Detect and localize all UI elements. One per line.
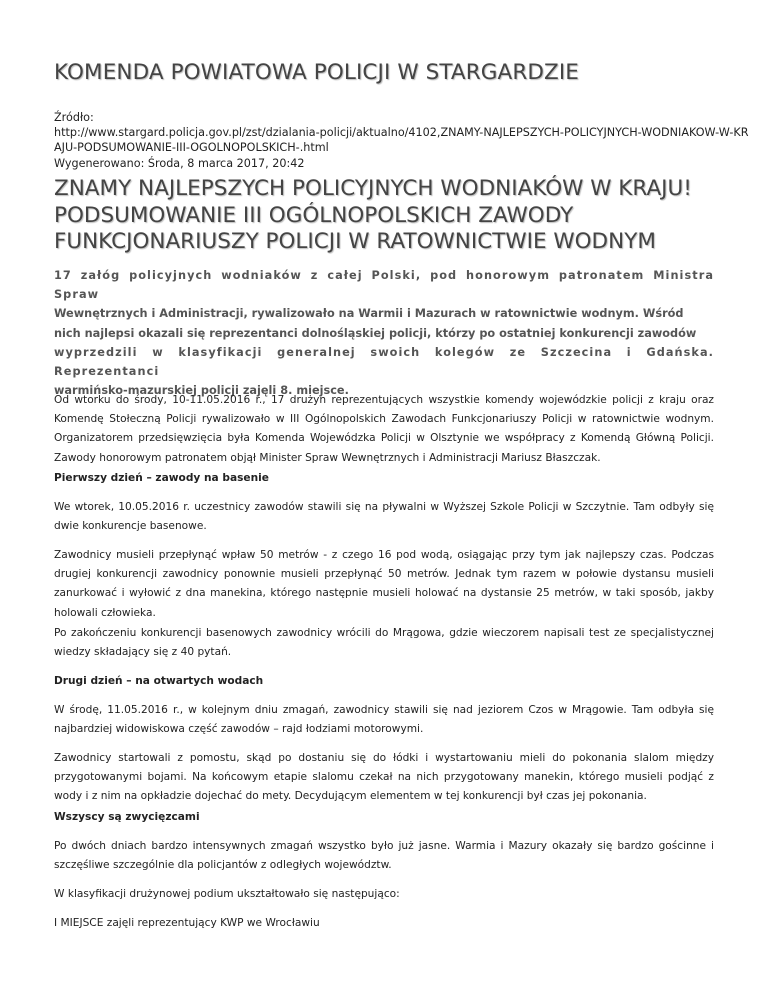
lead-line: Wewnętrznych i Administracji, rywalizowało na Warmii i Mazurach w ratownictwie wodnym. Wśród (54, 307, 684, 321)
site-title: KOMENDA POWIATOWA POLICJI W STARGARDZIE (54, 60, 579, 85)
paragraph-pool: We wtorek, 10.05.2016 r. uczestnicy zawodów stawili się na pływalni w Wyższej Szkole Policji w Szczytnie. Tam odbyły się dwie konkurencje basenowe. (54, 501, 714, 533)
source-meta (54, 110, 749, 171)
paragraph-summary: Po dwóch dniach bardzo intensywnych zmagań wszystko było już jasne. Warmia i Mazury okazały się bardzo gościnne i szczęśliwe szczególnie dla policjantów z odległych województw. (54, 840, 714, 872)
paragraph-pool-details: Zawodnicy musieli przepłynąć wpław 50 metrów - z czego 16 pod wodą, osiągając przy tym jak najlepszy czas. Podczas drugiej konkurencji zawodnicy ponownie musieli przepłynąć 50 metrów. Jednak tym razem w połowie dystansu musieli zanurkować i wyłowić z dna manekina, którego następnie musieli holować na dystansie 25 metrów, w taki sposób, jakby holowali człowieka. (54, 549, 714, 619)
source-url-line-2[interactable]: AJU-PODSUMOWANIE-III-OGOLNOPOLSKICH-.html (54, 141, 329, 155)
source-label: Źródło: (54, 111, 94, 124)
paragraph-test: Po zakończeniu konkurencji basenowych zawodnicy wrócili do Mrągowa, gdzie wieczorem napisali test ze specjalistycznej wiedzy składający się z 40 pytań. (54, 627, 714, 659)
article-title (54, 176, 724, 256)
paragraph-lake: W środę, 11.05.2016 r., w kolejnym dniu zmagań, zawodnicy stawili się nad jeziorem Czos w Mrągowie. Tam odbyła się najbardziej widowiskowa część zawodów – rajd łodziami motorowymi. (54, 704, 714, 736)
subheading-day-one: Pierwszy dzień – zawody na basenie (54, 472, 269, 484)
lead-line: nich najlepsi okazali się reprezentanci dolnośląskiej policji, którzy po ostatniej konkurencji zawodów (54, 326, 697, 340)
paragraph-boats: Zawodnicy startowali z pomostu, skąd po dostaniu się do łódki i wystartowaniu mieli do pokonania slalom między przygotowanymi bojami. Na końcowym etapie slalomu czekał na nich przygotowany manekin, którego musieli podjąć z wody i z nim na opkładzie dojechać do mety. Decydującym elementem w tej konkurencji był czas jej pokonania. (54, 752, 714, 803)
lead-line: wyprzedzili w klasyfikacji generalnej swoich kolegów ze Szczecina i Gdańska. Reprezentanci (54, 345, 714, 379)
lead-line: warmińsko-mazurskiej policji zajęli 8. miejsce. (54, 384, 349, 398)
article-title-line: FUNKCJONARIUSZY POLICJI W RATOWNICTWIE WODNYM (54, 229, 656, 254)
article-lead (54, 266, 714, 400)
subheading-day-two: Drugi dzień – na otwartych wodach (54, 675, 264, 687)
paragraph-first-place: I MIEJSCE zajęli reprezentujący KWP we Wrocławiu (54, 917, 320, 929)
source-url-line-1[interactable]: http://www.stargard.policja.gov.pl/zst/dzialania-policji/aktualno/4102,ZNAMY-NAJLEPSZYCH-POLICYJNYCH-WODNIAKOW-W-KR (54, 126, 749, 140)
article-title-line: PODSUMOWANIE III OGÓLNOPOLSKICH ZAWODY (54, 202, 574, 228)
generated-date: Wygenerowano: Środa, 8 marca 2017, 20:42 (54, 156, 305, 170)
paragraph-intro: Od wtorku do środy, 10-11.05.2016 r., 17 drużyn reprezentujących wszystkie komendy wojewódzkie policji z kraju oraz Komendę Stołeczną Policji rywalizowało w III Ogólnopolskich Zawodach Funkcjonariuszy Policji w ratownictwie wodnym. Organizatorem przedsięwzięcia była Komenda Wojewódzka Policji w Olsztynie we współpracy z Komendą Główną Policji. Zawody honorowym patronatem objął Minister Spraw Wewnętrznych i Administracji Mariusz Błaszczak. (54, 394, 714, 464)
article-title-line: ZNAMY NAJLEPSZYCH POLICYJNYCH WODNIAKÓW W KRAJU! (54, 176, 692, 201)
lead-line: 17 załóg policyjnych wodniaków z całej Polski, pod honorowym patronatem Ministra Spraw (54, 269, 714, 302)
paragraph-podium: W klasyfikacji drużynowej podium ukształtowało się następująco: (54, 888, 400, 900)
subheading-winners: Wszyscy są zwycięzcami (54, 811, 200, 823)
